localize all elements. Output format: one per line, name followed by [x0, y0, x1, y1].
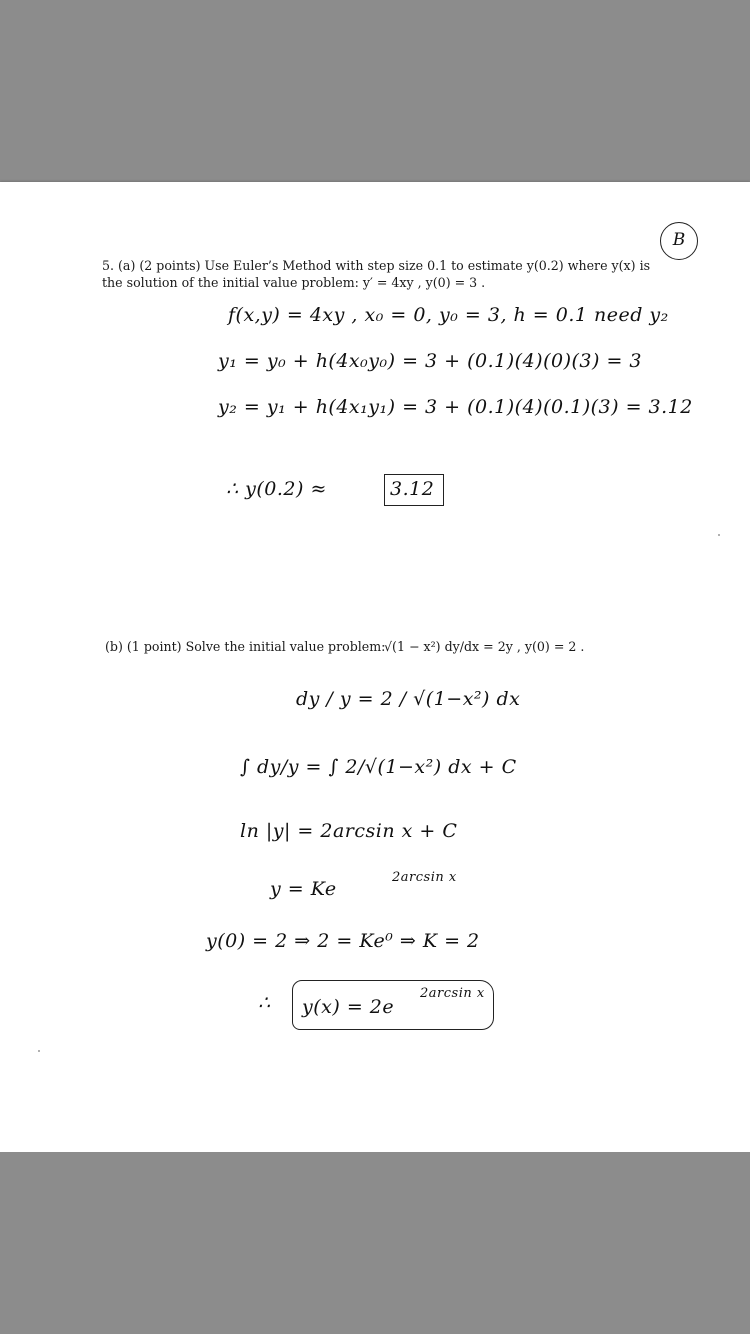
problem-5a-text-line2: the solution of the initial value problem: y′ = 4xy , y(0) = 3 .: [102, 275, 486, 290]
answer-b-exponent: 2arcsin x: [420, 986, 485, 1001]
stray-mark: [718, 534, 720, 536]
work-a-conclusion: ∴ y(0.2) ≈: [226, 478, 327, 500]
problem-5b-prefix: (b) (1 point) Solve the initial value problem:: [105, 639, 386, 654]
stray-mark: [38, 1050, 40, 1052]
work-a-line2: y₁ = y₀ + h(4x₀y₀) = 3 + (0.1)(4)(0)(3) = 3: [218, 350, 642, 372]
grade-mark: B: [672, 230, 686, 250]
work-b-conclusion-symbol: ∴: [258, 992, 271, 1014]
answer-a: 3.12: [390, 478, 435, 500]
work-b-line3: ln |y| = 2arcsin x + C: [240, 820, 458, 842]
work-a-line3: y₂ = y₁ + h(4x₁y₁) = 3 + (0.1)(4)(0.1)(3) = 3.12: [218, 396, 693, 418]
work-b-line5: y(0) = 2 ⇒ 2 = Ke⁰ ⇒ K = 2: [206, 930, 480, 952]
work-b-line4-exponent: 2arcsin x: [392, 870, 457, 885]
work-b-line1: dy / y = 2 / √(1−x²) dx: [296, 688, 521, 710]
problem-5b-equation: √(1 − x²) dy/dx = 2y , y(0) = 2 .: [384, 639, 585, 654]
work-b-line2: ∫ dy/y = ∫ 2/√(1−x²) dx + C: [240, 756, 517, 778]
work-b-line4: y = Ke: [270, 878, 337, 900]
work-a-line1: f(x,y) = 4xy , x₀ = 0, y₀ = 3, h = 0.1 need y₂: [228, 304, 669, 326]
top-background-band: [0, 0, 750, 182]
answer-b: y(x) = 2e: [302, 996, 395, 1018]
grade-circle: [660, 222, 698, 260]
bottom-background-band: [0, 1152, 750, 1334]
problem-5a-text-line1: 5. (a) (2 points) Use Euler’s Method with step size 0.1 to estimate y(0.2) where y(x) is: [102, 258, 651, 273]
